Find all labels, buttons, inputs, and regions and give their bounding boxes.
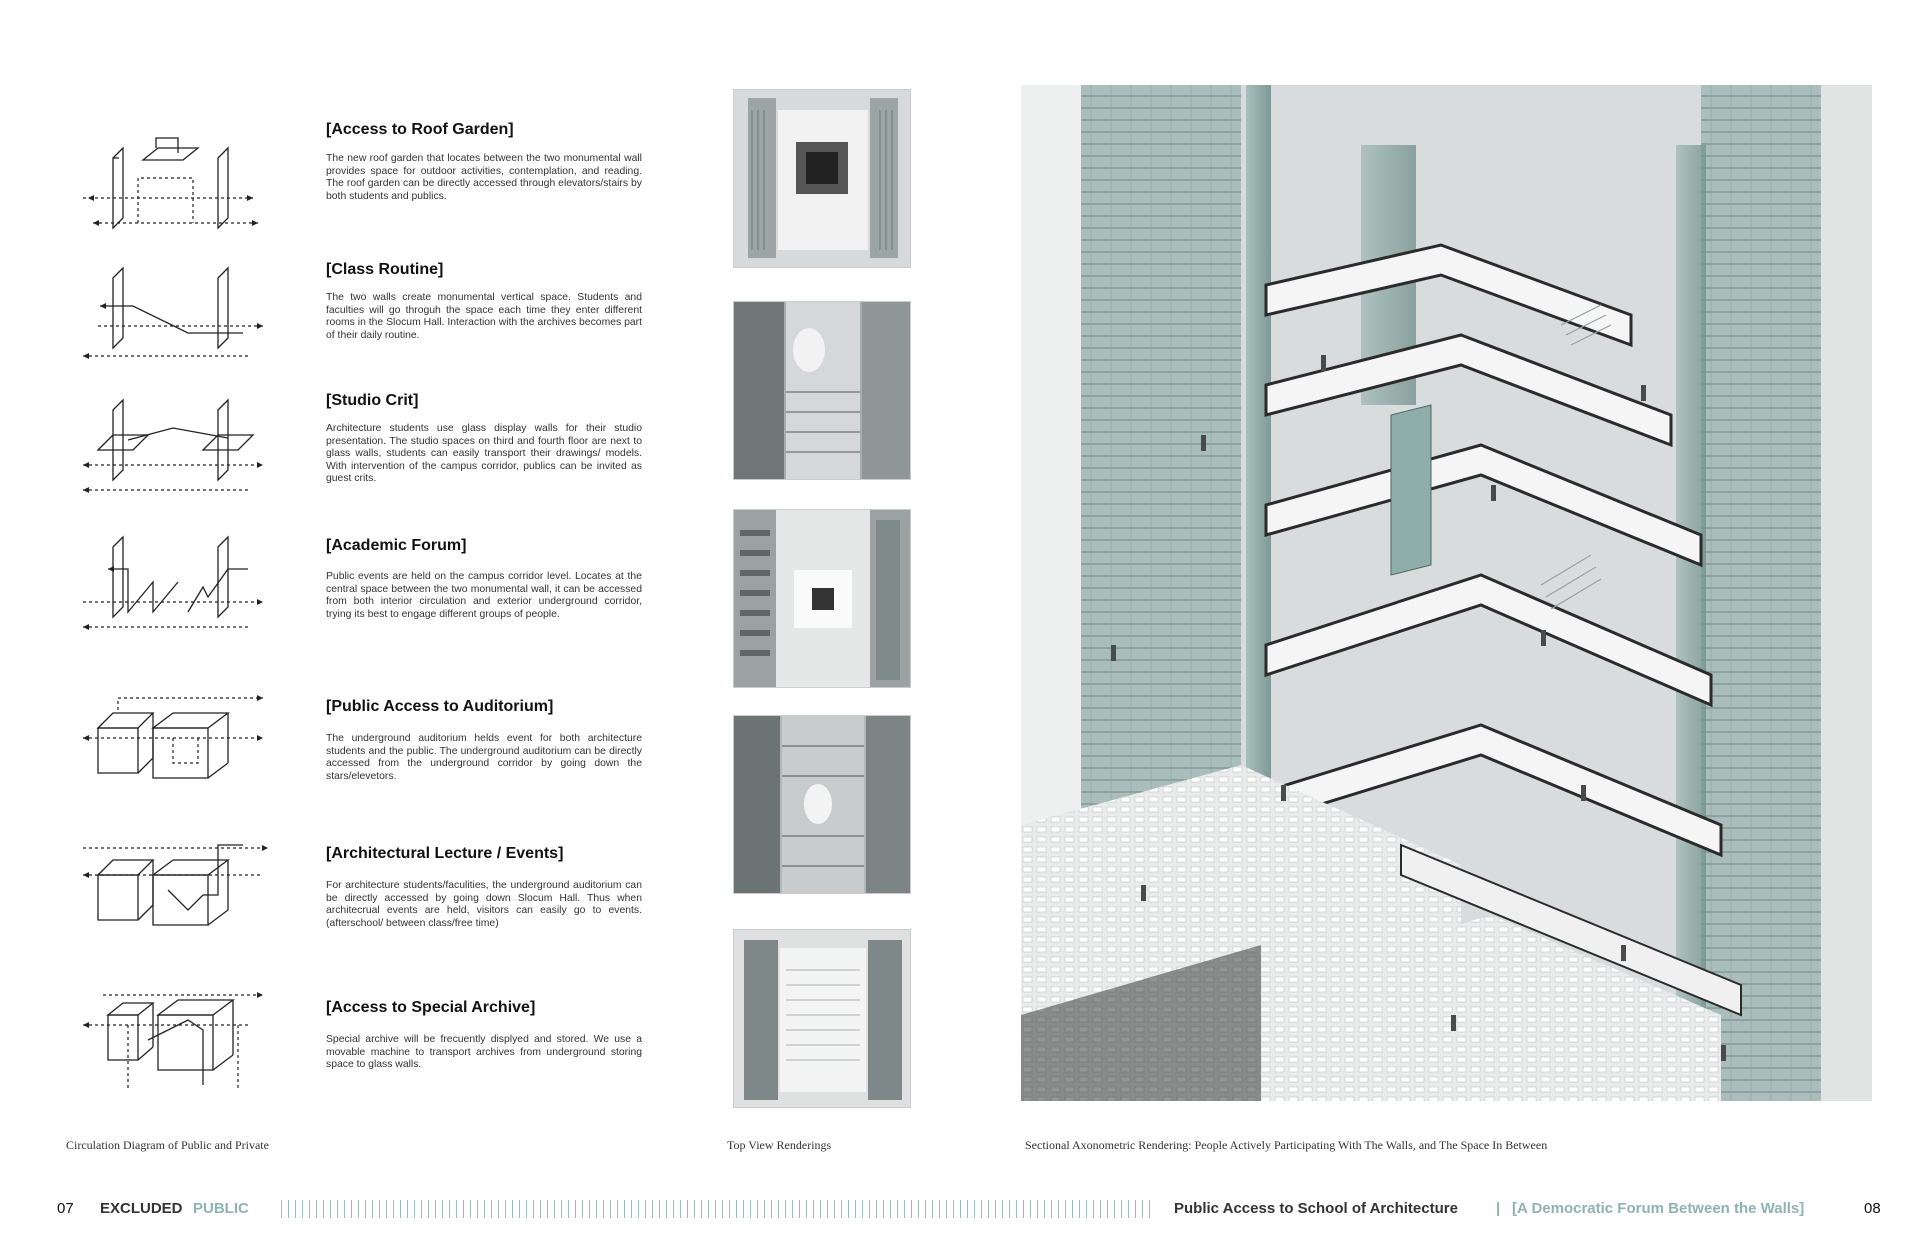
circulation-diagram-class-routine <box>78 258 278 378</box>
section-title-special-archive: [Access to Special Archive] <box>326 999 536 1016</box>
section-title-class-routine: [Class Routine] <box>326 261 444 278</box>
caption-top-view: Top View Renderings <box>727 1138 832 1152</box>
circulation-diagram-academic-forum <box>78 527 278 647</box>
right-page-number: 08 <box>1864 1200 1881 1217</box>
section-title-academic-forum: [Academic Forum] <box>326 537 467 554</box>
section-title-lecture: [Architectural Lecture / Events] <box>326 845 564 862</box>
brand-word-excluded: EXCLUDED <box>100 1200 183 1217</box>
section-body-roof-garden: The new roof garden that locates between the two monumental wall provides space for outdoor activities, contemplation, and reading. The roof garden can be directly accessed through elevators/stairs by both students and publics. <box>326 153 642 202</box>
sectional-axonometric-rendering <box>1021 85 1872 1101</box>
section-body-academic-forum: Public events are held on the campus corridor level. Locates at the central space between the two monumental wall, it can be accessed from both interior circulation and exterior underground corridor, trying its best to engage different groups of people. <box>326 571 642 620</box>
section-body-auditorium: The underground auditorium helds event for both architecture students and the public. The underground auditorium can be directly accessed from the underground corridor by going down the stars/elevetors. <box>326 733 642 782</box>
circulation-diagram-roof-garden <box>78 118 278 238</box>
caption-axonometric: Sectional Axonometric Rendering: People Actively Participating With The Walls, and The Space In Between <box>1025 1138 1548 1152</box>
brand-word-public: PUBLIC <box>193 1200 249 1217</box>
section-title-auditorium: [Public Access to Auditorium] <box>326 698 554 715</box>
left-page-number: 07 <box>57 1200 74 1217</box>
top-view-rendering-4 <box>733 715 911 894</box>
top-view-rendering-2 <box>733 301 911 480</box>
footer-separator: | <box>1496 1200 1501 1217</box>
footer-tick-bar <box>281 1200 1151 1218</box>
circulation-diagram-lecture <box>78 830 278 950</box>
section-title-studio-crit: [Studio Crit] <box>326 392 419 409</box>
circulation-diagram-special-archive <box>78 985 278 1105</box>
section-body-special-archive: Special archive will be frecuently displyed and stored. We use a movable machine to transport archives from underground storing space to glass walls. <box>326 1034 642 1071</box>
top-view-rendering-5 <box>733 929 911 1108</box>
section-body-lecture: For architecture students/faculities, the underground auditorium can be directly accessed by going down Slocum Hall. Thus when architecrual events are held, visitors can easily go to events. (afterschool/ between class/free time) <box>326 880 642 929</box>
caption-circulation-diagram: Circulation Diagram of Public and Private <box>66 1138 269 1152</box>
section-body-class-routine: The two walls create monumental vertical space. Students and faculties will go throguh the space each time they enter different rooms in the Slocum Hall. Interaction with the archives becomes part of their daily routine. <box>326 292 642 341</box>
circulation-diagram-studio-crit <box>78 390 278 510</box>
top-view-rendering-3 <box>733 509 911 688</box>
footer-title: Public Access to School of Architecture <box>1174 1200 1458 1217</box>
footer-subtitle: [A Democratic Forum Between the Walls] <box>1512 1200 1805 1217</box>
circulation-diagram-auditorium <box>78 688 278 808</box>
section-body-studio-crit: Architecture students use glass display walls for their studio presentation. The studio spaces on third and fourth floor are next to glass walls, students can easily transport their drawings/ models. With intervention of the campus corridor, publics can be invited as guest crits. <box>326 423 642 485</box>
section-title-roof-garden: [Access to Roof Garden] <box>326 121 514 138</box>
top-view-rendering-1 <box>733 89 911 268</box>
